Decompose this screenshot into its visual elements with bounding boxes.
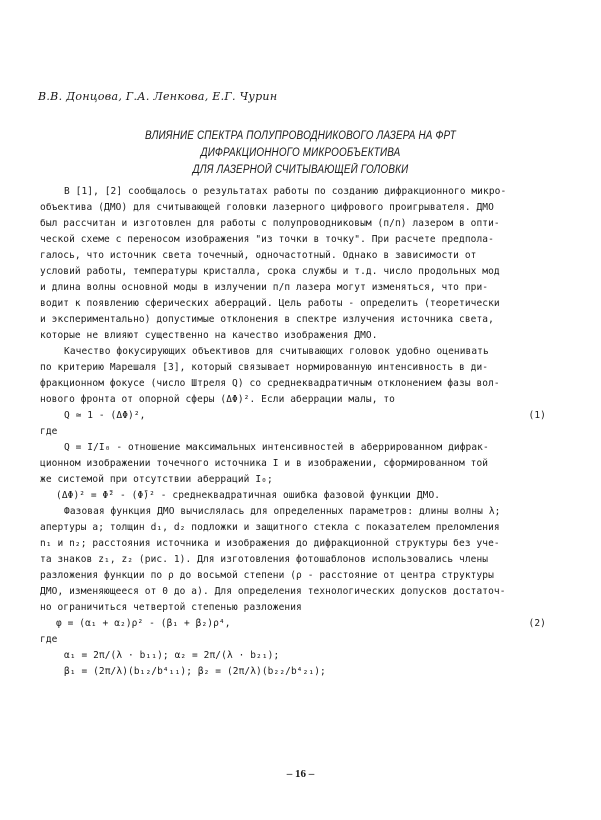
line-text: и экспериментально) допустимые отклонения в спектре излучения источника света, [40,314,494,325]
text-line [40,360,550,376]
line-text: но ограничиться четвертой степенью разложения [40,602,302,613]
line-text: где [40,634,58,645]
line-text: водит к появлению сферических аберраций. Цель работы - определить (теоретически [40,298,500,309]
line-text: ционном изображении точечного источника I и в изображении, сформированном той [40,458,489,469]
line-text: где [40,426,58,437]
text-line [40,184,550,200]
text-line [40,504,550,520]
line-text: ДМО, изменяющееся от 0 до a). Для определения технологических допусков достаточ- [40,586,506,597]
text-line [40,616,550,632]
line-text: условий работы, температуры кристалла, срока службы и т.д. число продольных мод [40,266,500,277]
text-line [40,312,550,328]
line-text: которые не влияют существенно на качество изображения ДМО. [40,330,378,341]
text-line [40,264,550,280]
text-line [40,600,550,616]
text-line [40,296,550,312]
line-text: Качество фокусирующих объективов для считывающих головок удобно оценивать [64,346,489,357]
text-line [40,568,550,584]
text-line [40,424,550,440]
line-text: β₁ = (2π/λ)(b₁₂/b⁴₁₁); β₂ = (2π/λ)(b₂₂/b⁴₂₁); [64,666,326,677]
line-text: В [1], [2] сообщалось о результатах работы по созданию дифракционного микро- [64,186,507,197]
text-line [40,536,550,552]
text-line [40,408,550,424]
line-text: φ = (α₁ + α₂)ρ² - (β₁ + β₂)ρ⁴, [56,618,231,629]
text-line [40,200,550,216]
text-line [40,344,550,360]
equation-number: (1) [528,410,546,421]
text-line [40,248,550,264]
line-text: и длина волны основной моды в излучении п/п лазера могут изменяться, что при- [40,282,489,293]
line-text: фракционном фокусе (число Штреля Q) со среднеквадратичным отклонением фазы вол- [40,378,500,389]
text-line [40,376,550,392]
line-text: разложения функции по ρ до восьмой степени (ρ - расстояние от центра структуры [40,570,494,581]
line-text: апертуры a; толщин d₁, d₂ подложки и защитного стекла с показателем преломления [40,522,500,533]
line-text: n₁ и n₂; расстояния источника и изображения до дифракционной структуры без уче- [40,538,500,549]
text-line [40,632,550,648]
title-line-1: ВЛИЯНИЕ СПЕКТРА ПОЛУПРОВОДНИКОВОГО ЛАЗЕРА НА ФРТ [145,130,456,142]
text-line [40,552,550,568]
text-line [40,472,550,488]
equation-number: (2) [528,618,546,629]
line-text: Q = I/I₀ - отношение максимальных интенсивностей в аберрированном дифрак- [64,442,489,453]
text-line [40,520,550,536]
line-text: (ΔΦ)² = Φ̄² - (Φ̄)² - среднеквадратичная ошибка фазовой функции ДМО. [56,490,441,501]
line-text: Q ≃ 1 - (ΔΦ)², [64,410,146,421]
text-line [40,440,550,456]
text-line [40,280,550,296]
text-line [40,232,550,248]
authors: В.В. Донцова, Г.А. Ленкова, Е.Г. Чурин [38,90,278,103]
line-text: ческой схеме с переносом изображения "из точки в точку". При расчете предпола- [40,234,494,245]
text-line [40,456,550,472]
article-body [40,184,550,680]
line-text: объектива (ДМО) для считывающей головки лазерного цифрового проигрывателя. ДМО [40,202,494,213]
text-line [40,488,550,504]
text-line [40,392,550,408]
line-text: Фазовая функция ДМО вычислялась для определенных параметров: длины волны λ; [64,506,501,517]
line-text: та знаков z₁, z₂ (рис. 1). Для изготовления фотошаблонов использовались члены [40,554,489,565]
line-text: α₁ = 2π/(λ · b₁₁); α₂ = 2π/(λ · b₂₁); [64,650,280,661]
text-line [40,664,550,680]
title-line-3: ДЛЯ ЛАЗЕРНОЙ СЧИТЫВАЮЩЕЙ ГОЛОВКИ [192,164,409,176]
text-line [40,216,550,232]
line-text: был рассчитан и изготовлен для работы с полупроводниковым (п/п) лазером в опти- [40,218,500,229]
line-text: же системой при отсутствии аберраций I₀; [40,474,273,485]
line-text: по критерию Марешаля [3], который связывает нормированную интенсивность в ди- [40,362,489,373]
page-number: – 16 – [286,768,315,780]
text-line [40,328,550,344]
line-text: галось, что источник света точечный, одночастотный. Однако в зависимости от [40,250,477,261]
paper-title [0,128,601,179]
title-line-2: ДИФРАКЦИОННОГО МИКРООБЪЕКТИВА [200,147,401,159]
line-text: нового фронта от опорной сферы (ΔΦ)². Если аберрации малы, то [40,394,395,405]
text-line [40,584,550,600]
text-line [40,648,550,664]
